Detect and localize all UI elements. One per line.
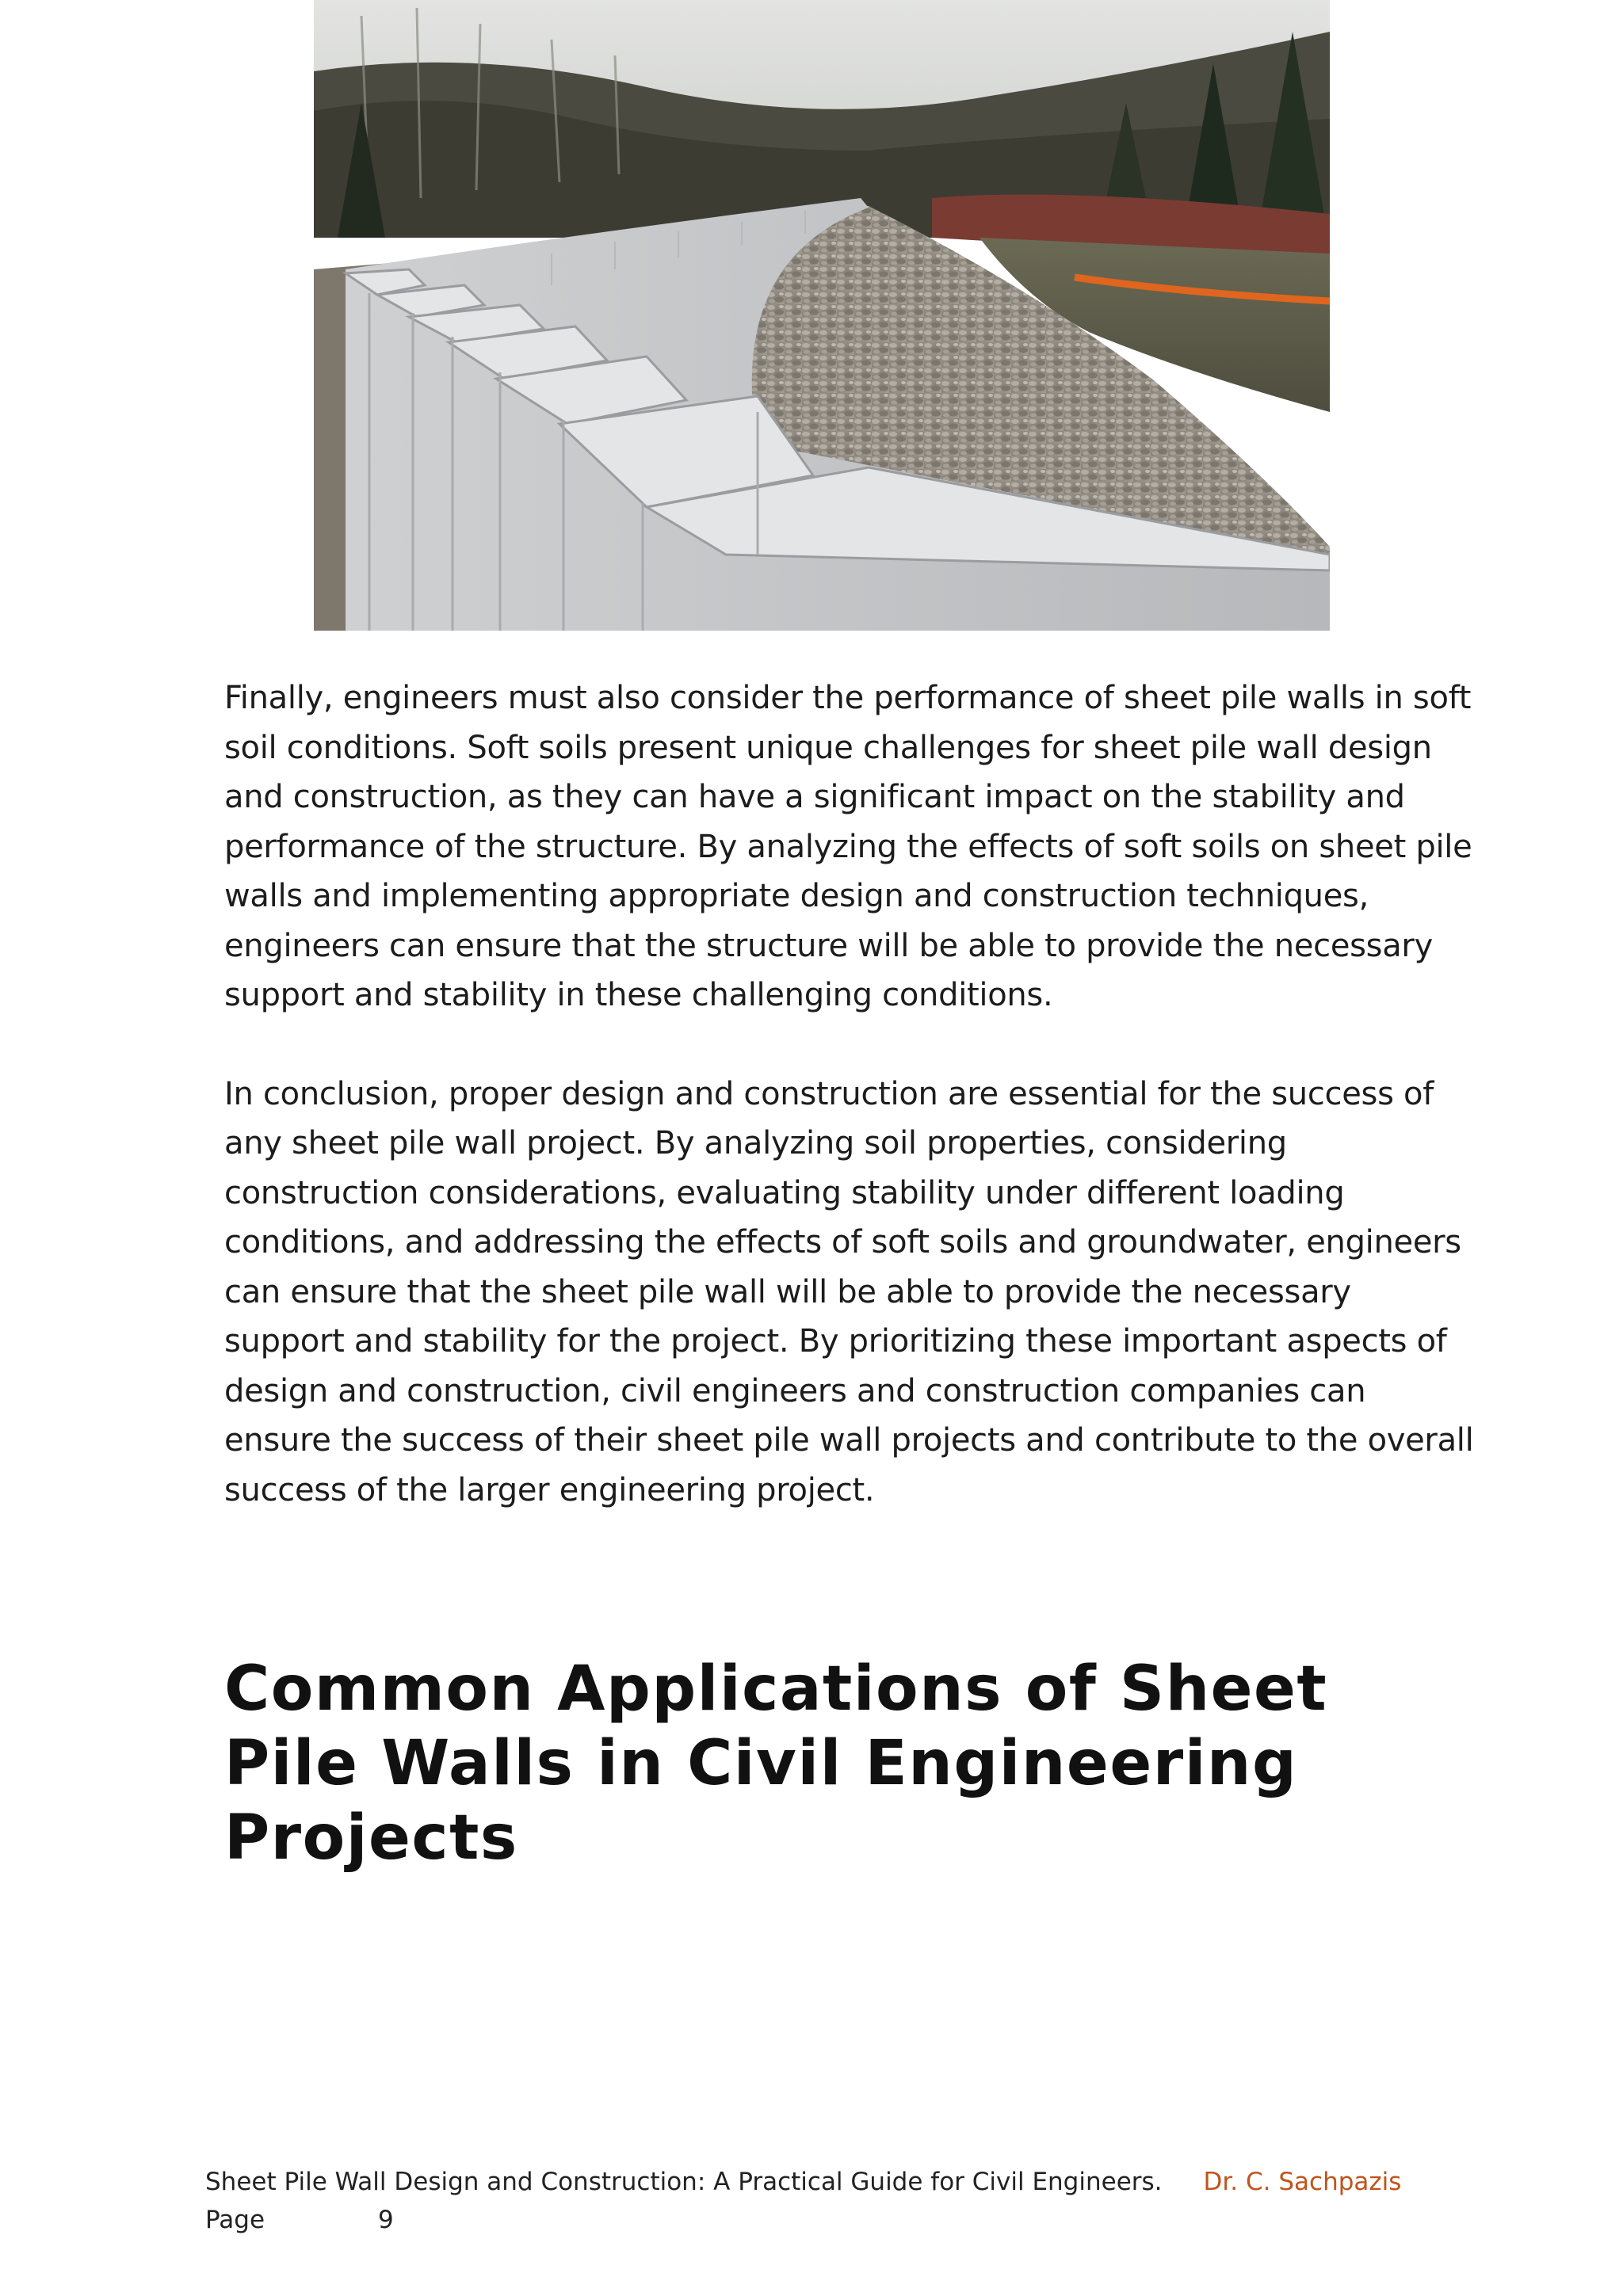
section-heading: Common Applications of Sheet Pile Walls in Civil Engineering Projects — [224, 1653, 1328, 1874]
paragraph-conclusion: In conclusion, proper design and construction are essential for the success of any sheet pile wall project. By analyzing soil properties, considering construction considerations, evaluating stability under different loading conditions, and addressing the effects of soft soils and groundwater, engineers can ensure that the sheet pile wall will be able to provide the necessary support and stability for the project. By prioritizing these important aspects of design and construction, civil engineers and construction companies can ensure the success of their sheet pile wall projects and contribute to the overall success of the larger engineering project. — [224, 1075, 1474, 1508]
sheet-pile-wall-photo — [314, 0, 1330, 631]
footer-page-number: 9 — [378, 2206, 394, 2234]
photo-illustration — [314, 0, 1330, 631]
page-footer — [205, 2163, 1552, 2239]
body-text — [224, 673, 1476, 1515]
paragraph-soft-soils: Finally, engineers must also consider the performance of sheet pile walls in soft soil conditions. Soft soils present unique challenges for sheet pile wall design and construction, as they can have a significant impact on the stability and performance of the structure. By analyzing the effects of soft soils on sheet pile walls and implementing appropriate design and construction techniques, engineers can ensure that the structure will be able to provide the necessary support and stability in these challenging conditions. — [224, 680, 1472, 1013]
footer-page — [205, 2201, 1552, 2239]
footer-book-title: Sheet Pile Wall Design and Construction: A Practical Guide for Civil Engineers. — [205, 2168, 1163, 2196]
footer-page-label: Page — [205, 2206, 265, 2234]
footer-author: Dr. C. Sachpazis — [1203, 2168, 1402, 2196]
footer-line — [205, 2163, 1552, 2201]
